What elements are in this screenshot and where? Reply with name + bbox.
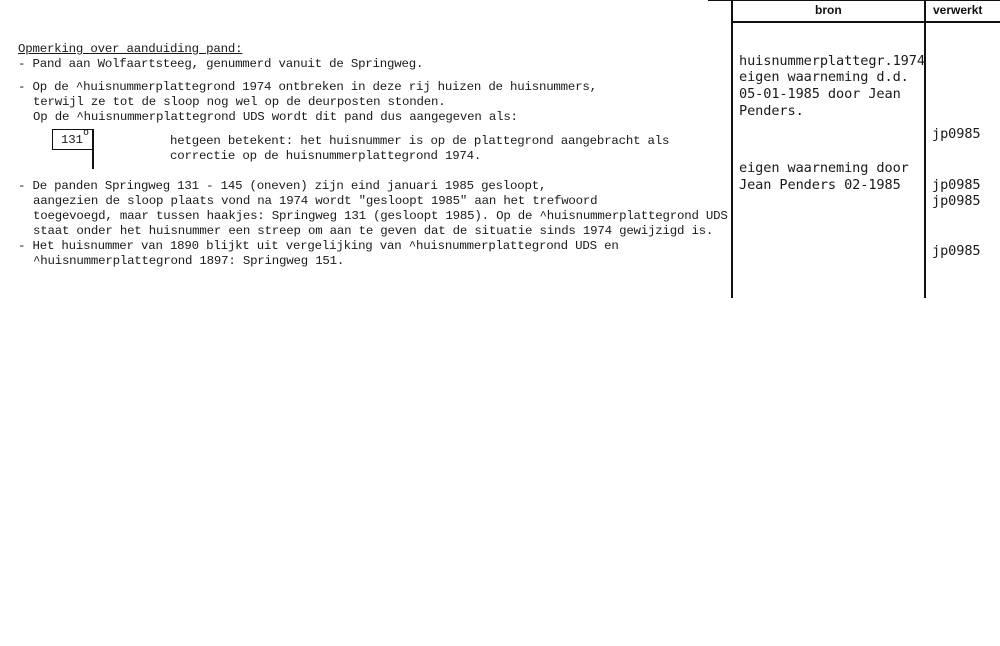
- verwerkt-entry-3: jp0985: [932, 193, 981, 209]
- bron-entry-4: Penders.: [739, 103, 804, 119]
- remark-line-10: staat onder het huisnummer een streep om aan te geven dat de situatie sinds 1974 gewijzigd is.: [33, 224, 714, 238]
- house-number-box-superscript: o: [83, 127, 90, 138]
- bron-entry-5: eigen waarneming door: [739, 160, 909, 176]
- bron-column-left-rule: [731, 0, 733, 298]
- house-number-box-tail: [92, 129, 94, 169]
- bron-entry-3: 05-01-1985 door Jean: [739, 86, 901, 102]
- verwerkt-header: verwerkt: [933, 3, 983, 17]
- remark-line-7: - De panden Springweg 131 - 145 (oneven) zijn eind januari 1985 gesloopt,: [18, 179, 547, 193]
- remark-line-12: ^huisnummerplattegrond 1897: Springweg 151.: [33, 254, 345, 268]
- bron-header: bron: [815, 3, 842, 17]
- house-number-box-number: 131: [61, 133, 83, 147]
- remark-line-3: terwijl ze tot de sloop nog wel op de deurposten stonden.: [33, 95, 446, 109]
- header-bottom-rule: [731, 21, 1000, 23]
- remark-line-1: - Pand aan Wolfaartsteeg, genummerd vanuit de Springweg.: [18, 57, 424, 71]
- remark-line-2: - Op de ^huisnummerplattegrond 1974 ontbreken in deze rij huizen de huisnummers,: [18, 80, 597, 94]
- remark-line-11: - Het huisnummer van 1890 blijkt uit vergelijking van ^huisnummerplattegrond UDS en: [18, 239, 619, 253]
- house-number-box: [52, 129, 94, 150]
- remark-line-8: aangezien de sloop plaats vond na 1974 wordt "gesloopt 1985" aan het trefwoord: [33, 194, 598, 208]
- verwerkt-entry-2: jp0985: [932, 177, 981, 193]
- remark-line-9: toegevoegd, maar tussen haakjes: Springweg 131 (gesloopt 1985). Op de ^huisnummerplattegrond UDS: [33, 209, 728, 223]
- remarks-heading: Opmerking over aanduiding pand:: [18, 42, 243, 56]
- verwerkt-entry-1: jp0985: [932, 126, 981, 142]
- verwerkt-column-left-rule: [924, 0, 926, 298]
- remark-line-4: Op de ^huisnummerplattegrond UDS wordt dit pand dus aangegeven als:: [33, 110, 518, 124]
- remark-line-5: hetgeen betekent: het huisnummer is op de plattegrond aangebracht als: [170, 134, 670, 148]
- bron-entry-1: huisnummerplattegr.1974: [739, 53, 925, 69]
- bron-entry-6: Jean Penders 02-1985: [739, 177, 901, 193]
- bron-entry-2: eigen waarneming d.d.: [739, 69, 909, 85]
- header-top-rule: [708, 0, 1000, 1]
- remark-line-6: correctie op de huisnummerplattegrond 1974.: [170, 149, 482, 163]
- verwerkt-entry-4: jp0985: [932, 243, 981, 259]
